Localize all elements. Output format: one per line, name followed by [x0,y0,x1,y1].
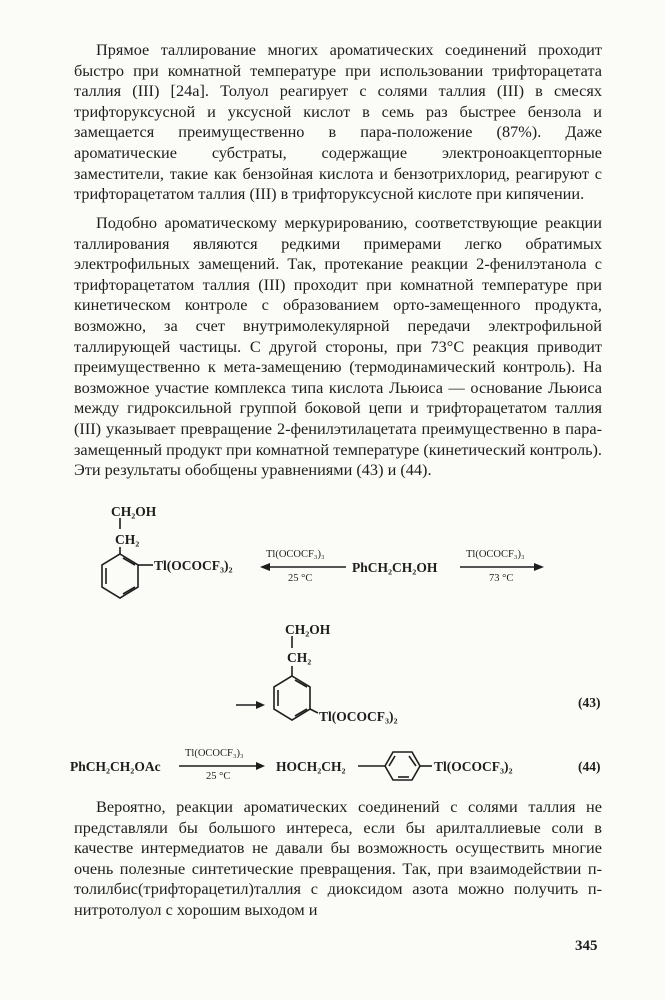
equation-number-43: (43) [578,695,601,710]
ortho-tl-group: Tl(OCOCF₃)₂ [154,558,233,573]
ortho-ch2oh: CH₂OH [111,504,157,519]
reagent-left: Tl(OCOCF₃)₃ [266,549,325,560]
ortho-ch2: CH₂ [115,532,140,547]
paragraph-2: Подобно ароматическому меркурированию, соответствующие реакции таллирования являются редкими примерами легко обратимых электрофильных замещений. Так, протекание реакции 2-фенилэтанола с трифторацетатом таллия (III) проходит при комнатной температуре при кинетическом контроле с образованием орто-замещенного продукта, возможно, за счет внутримолекулярной передачи электрофильной таллирующей частицы. С другой стороны, при 73°C реакция приводит преимущественно к мета-замещению (термодинамический контроль). На возможное участие комплекса типа кислота Льюиса — основание Льюиса между гидроксильной группой боковой цепи и трифторацетатом таллия (III) указывает превращение 2-фенилэтилацетата преимущественно в пара-замещенный продукт при комнатной температуре (кинетический контроль). Эти результаты обобщены уравнениями (43) и (44). [74,213,602,480]
meta-tl-group: Tl(OCOCF₃)₂ [319,709,398,724]
condition-left: 25 °C [288,573,313,584]
substrate-44: PhCH₂CH₂OAc [70,759,161,774]
paragraph-3: Вероятно, реакции ароматических соединений с солями таллия не представляли бы большого интереса, если бы арилталлиевые соли в качестве интермедиатов не давали бы возможность осуществить многие очень полезные синтетические превращения. Так, при взаимодействии п-толилбис(трифторацетил)таллия с диоксидом азота можно получить п-нитротолуол с хорошим выходом и [74,797,602,919]
reagent-44: Tl(OCOCF₃)₃ [185,748,244,759]
paragraph-1: Прямое таллирование многих ароматических соединений проходит быстро при комнатной температуре при использовании трифторацетата таллия (III) [24а]. Толуол реагирует с солями таллия (III) в смесях трифторуксусной и уксусной кислот в семь раз быстрее бензола и замещается преимущественно в пара-положение (87%). Даже ароматические субстраты, содержащие электроноакцепторные заместители, такие как бензойная кислота и бензотрихлорид, реагируют с трифторацетатом таллия (III) в трифторуксусной кислоте при кипячении. [74,40,602,204]
meta-ch2: CH₂ [287,650,312,665]
benzene-ring-meta [274,676,310,720]
meta-ch2oh: CH₂OH [285,622,331,637]
equation-number-44: (44) [578,759,601,774]
substrate-43: PhCH₂CH₂OH [352,560,438,575]
benzene-ring-ortho [102,554,138,598]
condition-right: 73 °C [489,573,514,584]
condition-44: 25 °C [206,771,231,782]
reagent-right: Tl(OCOCF₃)₃ [466,549,525,560]
page-number: 345 [575,938,598,954]
benzene-ring-para [385,752,420,780]
product-44-chain: HOCH₂CH₂ [276,759,346,774]
product-44-tl-group: Tl(OCOCF₃)₂ [434,759,513,774]
